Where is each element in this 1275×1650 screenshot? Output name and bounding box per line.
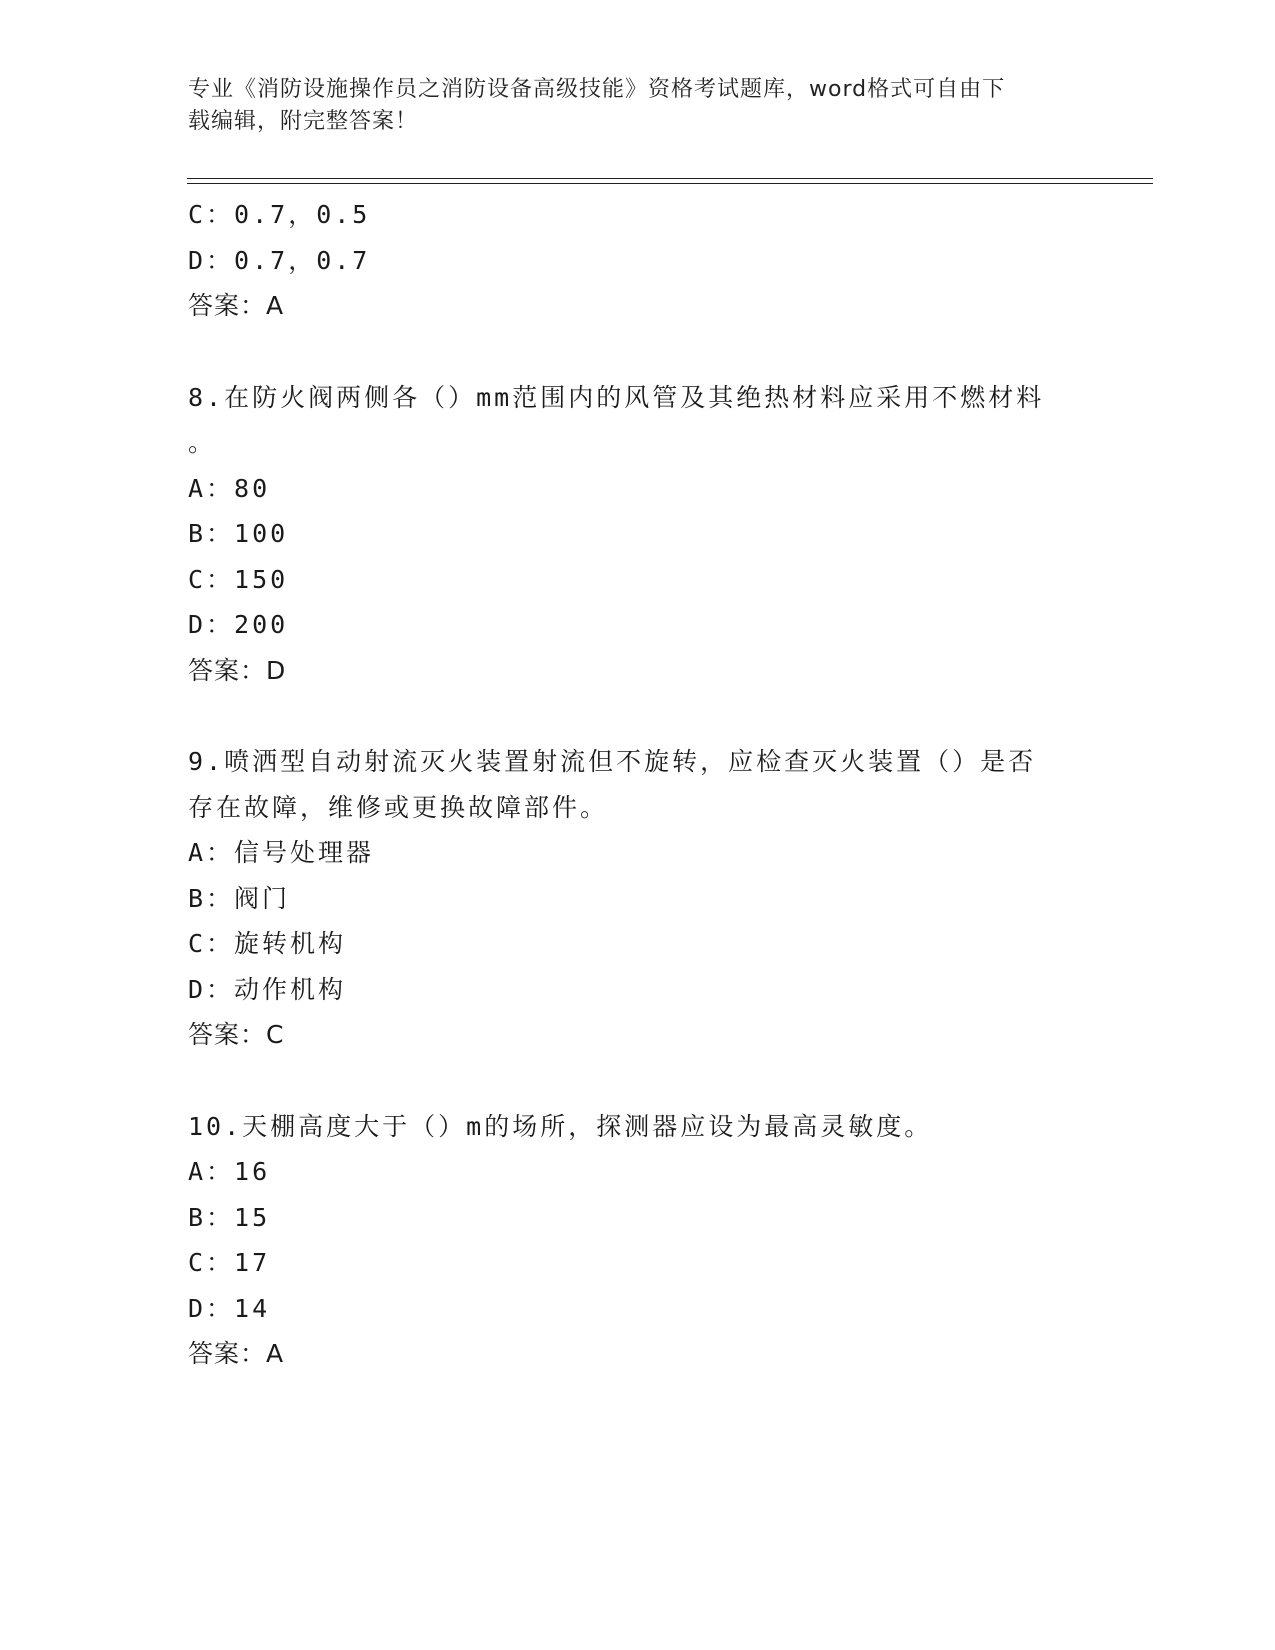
header-line-2: 载编辑，附完整答案！ xyxy=(188,109,419,134)
header-divider-top xyxy=(187,178,1153,179)
option-c: C：150 xyxy=(188,564,289,594)
answer-line: 答案：A xyxy=(188,1339,285,1368)
option-d: D：动作机构 xyxy=(188,974,347,1004)
question-10 xyxy=(188,1104,1068,1377)
answer-line: 答案：A xyxy=(188,291,285,320)
question-stem-line-2: 。 xyxy=(188,428,217,457)
option-a: A：16 xyxy=(188,1157,271,1186)
option-d: D：0.7，0.7 xyxy=(188,245,371,275)
question-8 xyxy=(188,375,1068,694)
question-stem-line-1: 8.在防火阀两侧各（）mm范围内的风管及其绝热材料应采用不燃材料 xyxy=(188,382,1045,412)
option-b: B：阀门 xyxy=(188,883,291,913)
option-d: D：200 xyxy=(188,610,289,639)
option-a: A：信号处理器 xyxy=(188,838,375,867)
question-stem-line-2: 存在故障，维修或更换故障部件。 xyxy=(188,792,609,822)
question-stem-line-1: 9.喷洒型自动射流灭火装置射流但不旋转，应检查灭火装置（）是否 xyxy=(188,747,1037,776)
question-stem-line-1: 10.天棚高度大于（）m的场所，探测器应设为最高灵敏度。 xyxy=(188,1111,933,1141)
question-7-fragment xyxy=(188,192,1068,329)
option-d: D：14 xyxy=(188,1293,271,1323)
option-c: C：17 xyxy=(188,1248,271,1277)
question-9 xyxy=(188,739,1068,1058)
option-a: A：80 xyxy=(188,473,271,503)
option-b: B：15 xyxy=(188,1202,271,1232)
option-b: B：100 xyxy=(188,519,289,548)
answer-line: 答案：D xyxy=(188,655,287,685)
header-line-1: 专业《消防设施操作员之消防设备高级技能》资格考试题库，word格式可自由下 xyxy=(188,77,1006,102)
option-c: C：旋转机构 xyxy=(188,929,347,958)
answer-line: 答案：C xyxy=(188,1020,285,1049)
question-list xyxy=(188,192,1068,1377)
header-divider-bottom xyxy=(187,183,1153,184)
document-header xyxy=(188,74,1068,138)
option-c: C：0.7，0.5 xyxy=(188,200,371,229)
